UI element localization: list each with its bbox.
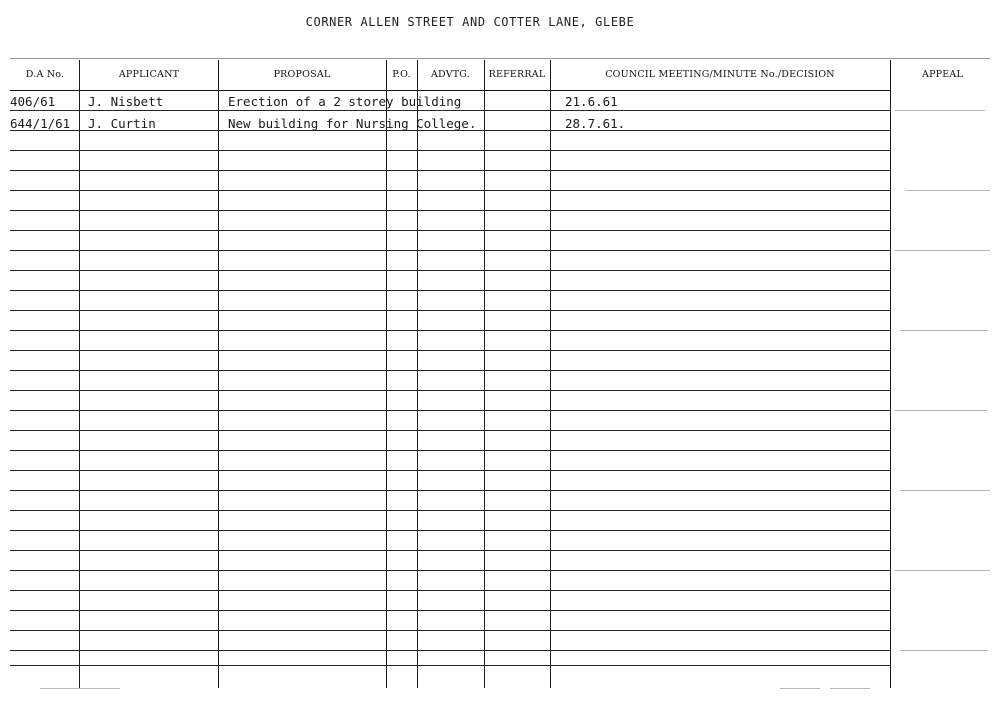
scan-mark	[40, 688, 120, 689]
row-rule	[10, 170, 890, 171]
column-rule	[484, 60, 485, 688]
header-applicant: APPLICANT	[118, 69, 180, 80]
page-title: CORNER ALLEN STREET AND COTTER LANE, GLEBE	[305, 15, 635, 29]
row-rule	[10, 250, 890, 251]
row-rule	[10, 530, 890, 531]
header-po: P.O.	[392, 69, 411, 80]
row-rule	[10, 510, 890, 511]
row-rule	[10, 610, 890, 611]
row-rule	[10, 570, 890, 571]
row-rule	[10, 630, 890, 631]
row-rule	[10, 650, 890, 651]
row-rule	[10, 270, 890, 271]
row-rule	[10, 330, 890, 331]
column-rule	[417, 60, 418, 688]
cell-applicant: J. Curtin	[88, 116, 156, 131]
row-rule	[10, 590, 890, 591]
cell-da-no: 644/1/61	[10, 116, 71, 131]
scan-mark	[780, 688, 820, 689]
row-rule	[10, 370, 890, 371]
row-rule	[10, 450, 890, 451]
row-rule	[10, 210, 890, 211]
row-rule	[10, 150, 890, 151]
row-rule	[10, 110, 890, 111]
appeal-rule	[895, 250, 990, 251]
row-rule	[10, 290, 890, 291]
column-rule	[550, 60, 551, 688]
row-rule	[10, 430, 890, 431]
header-da-no: D.A No.	[25, 69, 65, 80]
row-rule	[10, 310, 890, 311]
header-advtg: ADVTG.	[431, 69, 470, 80]
column-rule	[79, 60, 80, 688]
row-rule	[10, 470, 890, 471]
cell-council-decision: 28.7.61.	[565, 116, 626, 131]
appeal-rule	[895, 110, 985, 111]
cell-council-decision: 21.6.61	[565, 94, 618, 109]
scan-mark	[830, 688, 870, 689]
appeal-rule	[905, 190, 990, 191]
row-rule	[10, 230, 890, 231]
column-rule	[218, 60, 219, 688]
register-table	[0, 60, 999, 700]
cell-da-no: 406/61	[10, 94, 56, 109]
column-rule	[890, 60, 891, 688]
cell-proposal: Erection of a 2 storey building	[228, 94, 462, 109]
header-referral: REFERRAL	[488, 69, 546, 80]
header-rule	[10, 90, 890, 91]
appeal-rule	[895, 570, 990, 571]
row-rule	[10, 490, 890, 491]
cell-proposal: New building for Nursing College.	[228, 116, 477, 131]
row-rule	[10, 665, 890, 666]
appeal-rule	[900, 650, 988, 651]
row-rule	[10, 190, 890, 191]
header-proposal: PROPOSAL	[273, 69, 331, 80]
cell-applicant: J. Nisbett	[88, 94, 164, 109]
appeal-rule	[895, 410, 987, 411]
header-appeal: APPEAL	[922, 69, 963, 80]
appeal-rule	[900, 490, 990, 491]
header-council-decision: COUNCIL MEETING/MINUTE No./DECISION	[605, 69, 835, 80]
top-rule	[10, 58, 990, 59]
column-rule	[386, 60, 387, 688]
row-rule	[10, 550, 890, 551]
row-rule	[10, 350, 890, 351]
appeal-rule	[900, 330, 988, 331]
row-rule	[10, 410, 890, 411]
row-rule	[10, 390, 890, 391]
